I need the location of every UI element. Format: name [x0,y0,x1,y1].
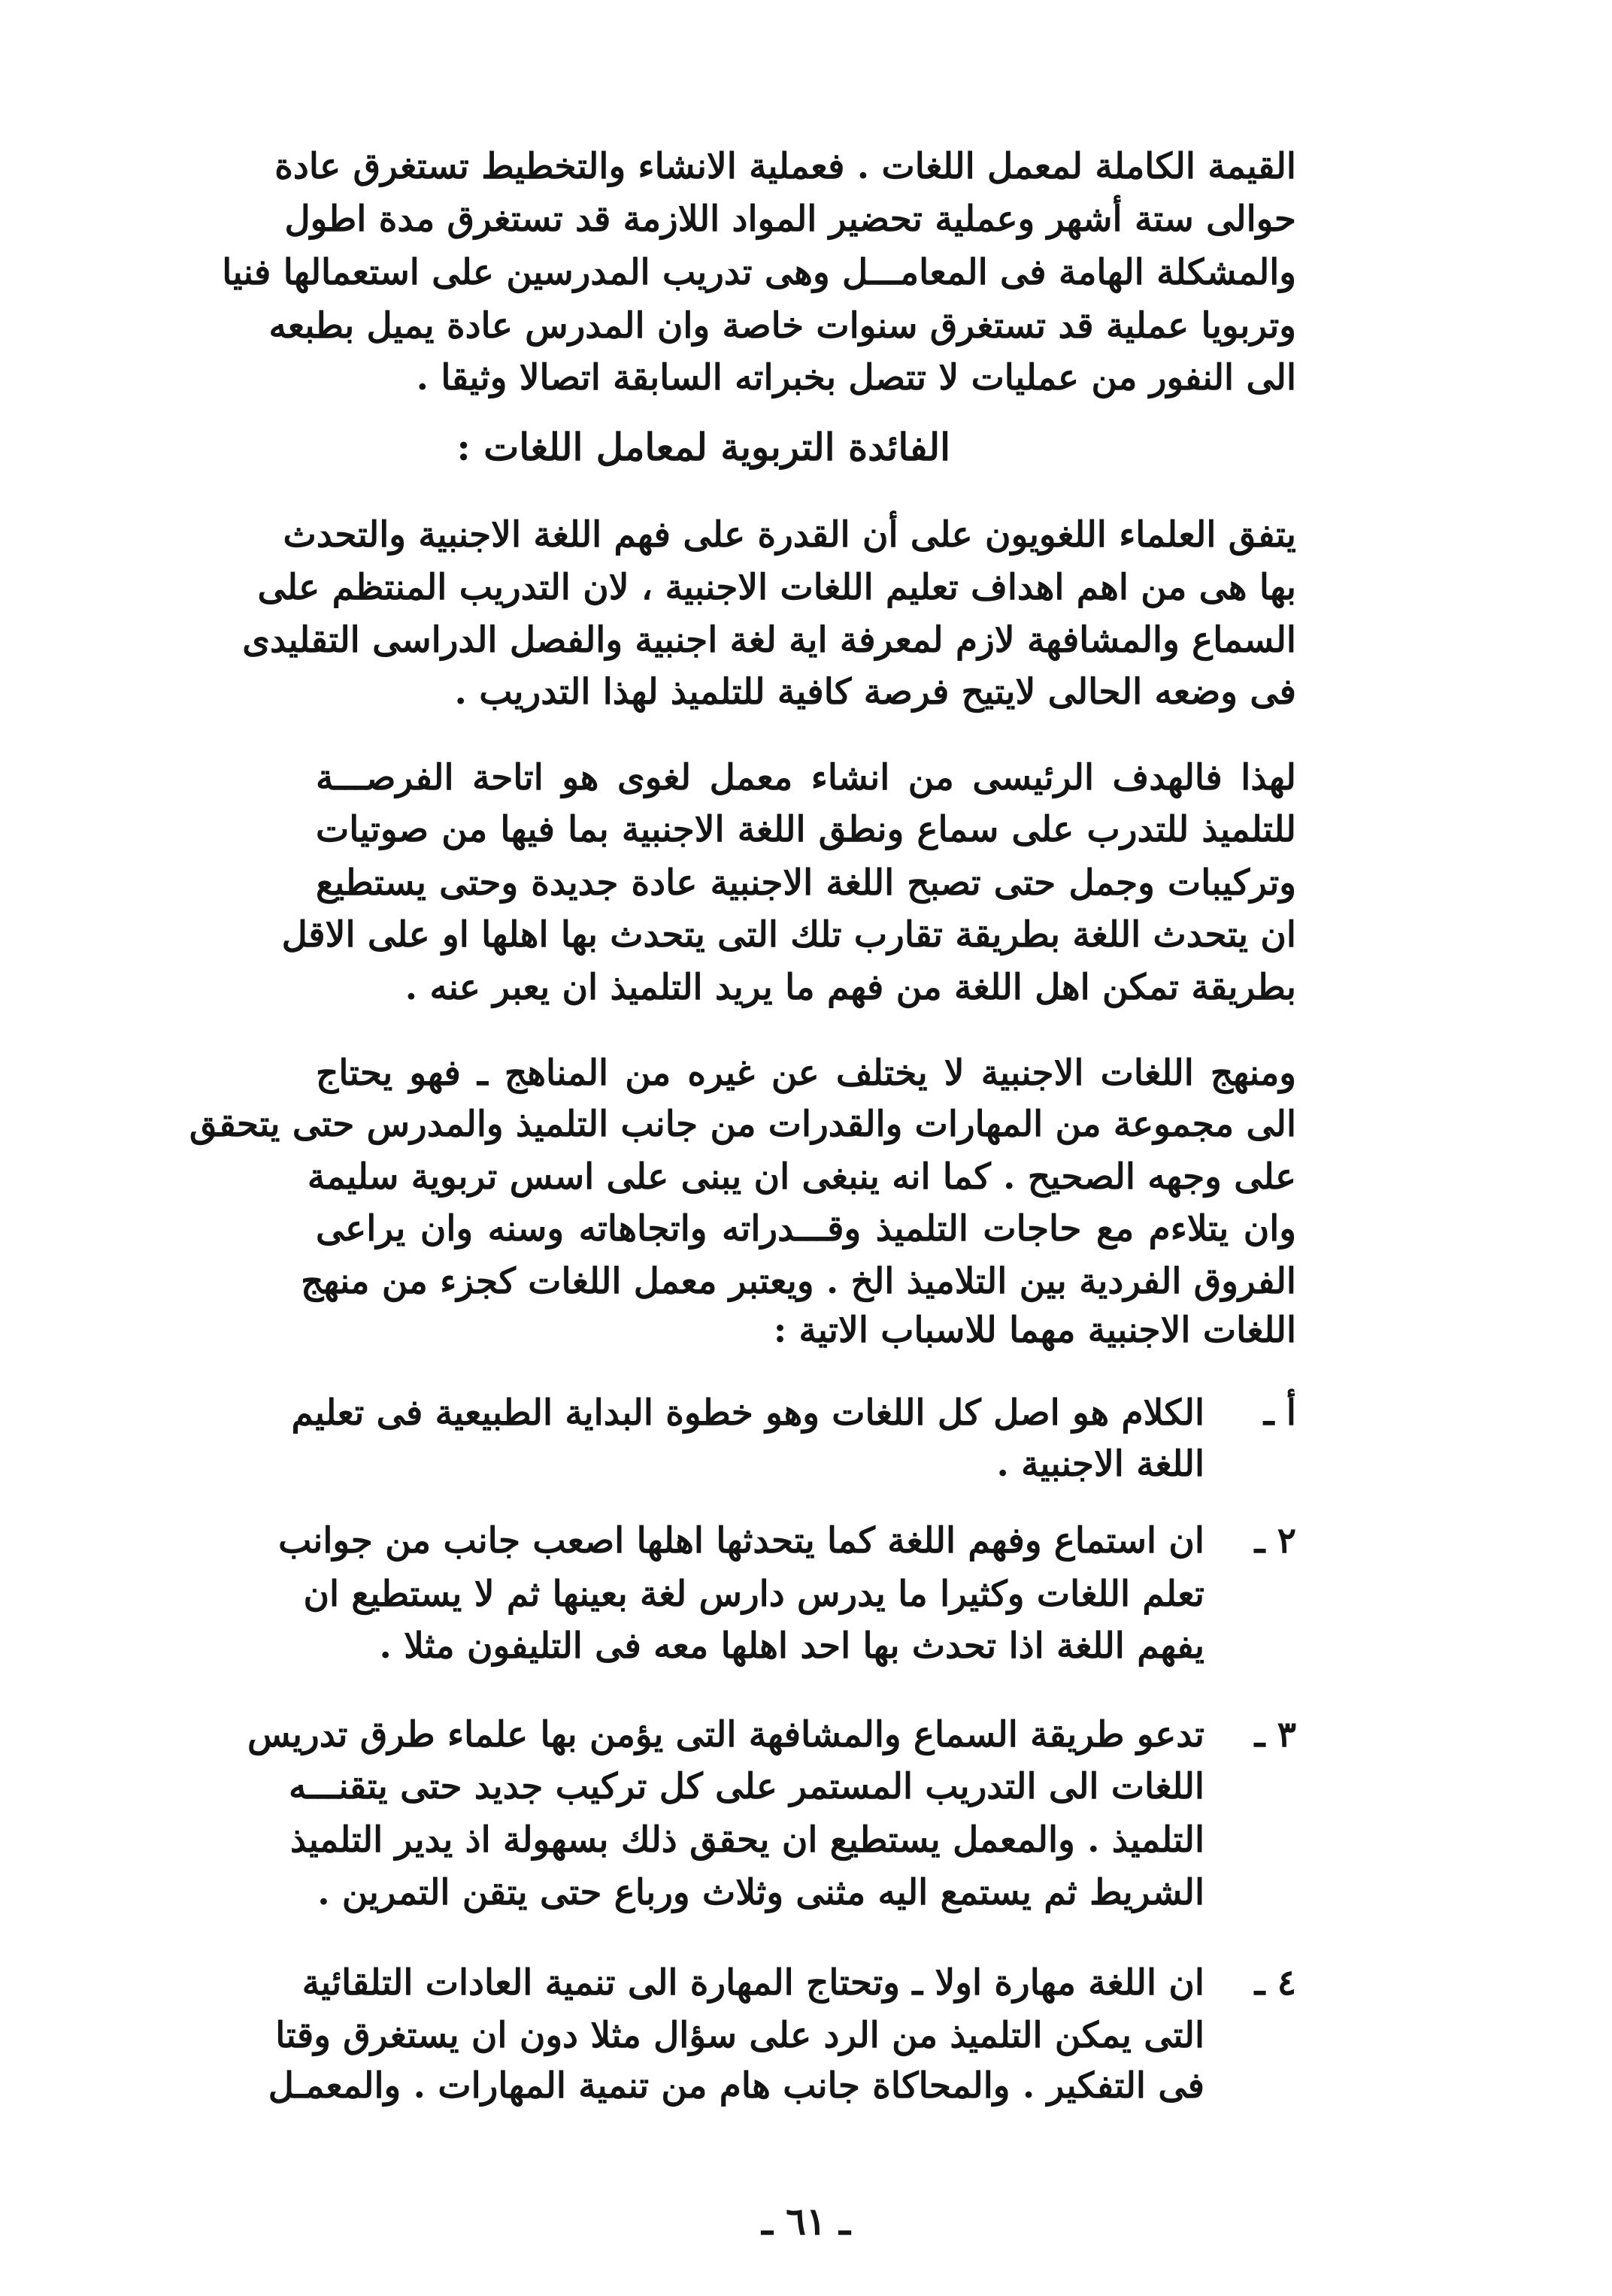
list-item-marker: أ ـ [1263,1392,1296,1434]
list-item-2-line-2: تعلم اللغات وكثيرا ما يدرس دارس لغة بعينها ثم لا يستطيع ان [303,1574,1204,1615]
paragraph-4-line-2: الى مجموعة من المهارات والقدرات من جانب التلميذ والمدرس حتى يتحقق [189,1104,1296,1145]
paragraph-4-line-4: وان يتلاءم مع حاجات التلميذ وقـــدراته واتجاهاته وسنه وان يراعى [316,1208,1296,1249]
list-item-3-line-2: اللغات الى التدريب المستمر على كل تركيب جديد حتى يتقنـــه [288,1766,1204,1807]
paragraph-1-line-3: والمشكلة الهامة فى المعامـــل وهى تدريب المدرسين على استعمالها فنيا [222,252,1296,293]
list-item-1-line-2: اللغة الاجنبية . [996,1443,1204,1485]
list-item-marker: ٤ ـ [1254,1962,1296,2004]
paragraph-3-line-3: وتركيبات وجمل حتى تصبح اللغة الاجنبية عادة جديدة وحتى يستطيع [316,862,1296,904]
list-item-2-line-1: ان استماع وفهم اللغة كما يتحدثها اهلها اصعب جانب من جوانب [278,1520,1204,1561]
paragraph-4-line-5: الفروق الفردية بين التلاميذ الخ . ويعتبر معمل اللغات كجزء من منهج [301,1261,1296,1302]
page-number: ـ ٦١ ـ [762,2199,850,2243]
paragraph-4-line-3: على وجهه الصحيح . كما انه ينبغى ان يبنى على اسس تربوية سليمة [307,1156,1296,1198]
paragraph-1-line-4: وتربويا عملية قد تستغرق سنوات خاصة وان المدرس عادة يميل بطبعه [268,305,1296,347]
paragraph-1-line-2: حوالى ستة أشهر وعملية تحضير المواد اللازمة قد تستغرق مدة اطول [284,198,1296,240]
list-item-2-line-3: يفهم اللغة اذا تحدث بها احد اهلها معه فى التليفون مثلا . [379,1625,1204,1667]
paragraph-3-line-2: للتلميذ للتدرب على سماع ونطق اللغة الاجنبية بما فيها من صوتيات [316,809,1296,850]
paragraph-1-line-1: القيمة الكاملة لمعمل اللغات . فعملية الانشاء والتخطيط تستغرق عادة [274,146,1296,187]
paragraph-4-line-1: ومنهج اللغات الاجنبية لا يختلف عن غيره من المناهج ـ فهو يحتاج [316,1053,1296,1094]
list-item-4-line-2: التى يمكن التلميذ من الرد على سؤال مثلا دون ان يستغرق وقتا [275,2015,1204,2056]
paragraph-2-line-3: السماع والمشافهة لازم لمعرفة اية لغة اجنبية والفصل الدراسى التقليدى [242,619,1296,661]
list-item-marker: ٢ ـ [1254,1520,1296,1561]
paragraph-4-line-6: اللغات الاجنبية مهما للاسباب الاتية : [773,1310,1296,1351]
paragraph-2-line-1: يتفق العلماء اللغويون على أن القدرة على فهم اللغة الاجنبية والتحدث [283,514,1296,556]
paragraph-2-line-4: فى وضعه الحالى لايتيح فرصة كافية للتلميذ لهذا التدريب . [454,671,1296,713]
paragraph-3-line-5: بطريقة تمكن اهل اللغة من فهم ما يريد التلميذ ان يعبر عنه . [405,967,1296,1008]
paragraph-3-line-1: لهذا فالهدف الرئيسى من انشاء معمل لغوى هو اتاحة الفرصـــة [316,757,1296,798]
list-item-marker: ٣ ـ [1254,1714,1296,1755]
list-item-4-line-3: فى التفكير . والمحاكاة جانب هام من تنمية المهارات . والمعمـل [268,2065,1204,2107]
list-item-3-line-1: تدعو طريقة السماع والمشافهة التى يؤمن بها علماء طرق تدريس [247,1714,1204,1755]
list-item-3-line-4: الشريط ثم يستمع اليه مثنى وثلاث ورباع حتى يتقن التمرين . [317,1872,1204,1913]
list-item-4-line-1: ان اللغة مهارة اولا ـ وتحتاج المهارة الى تنمية العادات التلقائية [301,1962,1204,2004]
list-item-3-line-3: التلميذ . والمعمل يستطيع ان يحقق ذلك بسهولة اذ يدير التلميذ [290,1819,1204,1861]
paragraph-3-line-4: ان يتحدث اللغة بطريقة تقارب تلك التى يتحدث بها اهلها او على الاقل [281,914,1296,956]
section-heading: الفائدة التربوية لمعامل اللغات : [456,425,950,469]
list-item-1-line-1: الكلام هو اصل كل اللغات وهو خطوة البداية الطبيعية فى تعليم [291,1392,1204,1434]
paragraph-2-line-2: بها هى من اهم اهداف تعليم اللغات الاجنبية ، لان التدريب المنتظم على [257,567,1296,608]
paragraph-1-line-5: الى النفور من عمليات لا تتصل بخبراته السابقة اتصالا وثيقا . [416,357,1296,398]
